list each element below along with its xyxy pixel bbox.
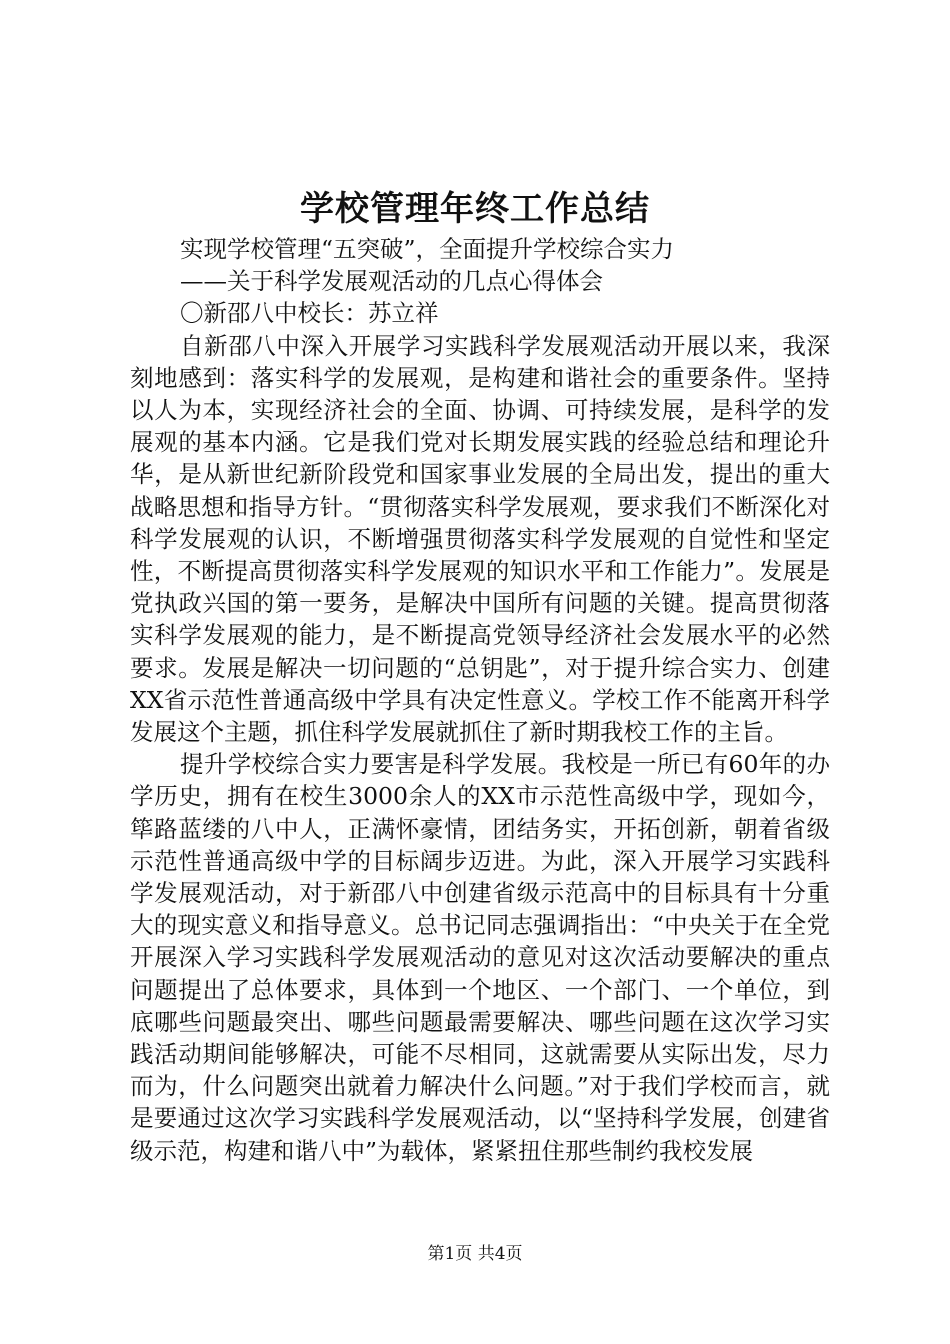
body-paragraph: 提升学校综合实力要害是科学发展。我校是一所已有60年的办学历史，拥有在校生3000余人的XX市示范性高级中学，现如今，筚路蓝缕的八中人，正满怀豪情，团结务实，开拓创新，朝着省级示范性普通高级中学的目标阔步迈进。为此，深入开展学习实践科学发展观活动，对于新邵八中创建省级示范高中的目标具有十分重大的现实意义和指导意义。总书记同志强调指出：“中央关于在全党开展深入学习实践科学发展观活动的意见对这次活动要解决的重点问题提出了总体要求，具体到一个地区、一个部门、一个单位，到底哪些问题最突出、哪些问题最需要解决、哪些问题在这次学习实践活动期间能够解决，可能不尽相同，这就需要从实际出发，尽力而为，什么问题突出就着力解决什么问题。”对于我们学校而言，就是要通过这次学习实践科学发展观活动，以“坚持科学发展，创建省级示范，构建和谐八中”为载体，紧紧扭住那些制约我校发展 bbox=[130, 750, 830, 1165]
author-line: 〇新邵八中校长：苏立祥 bbox=[180, 299, 439, 328]
subtitle-line-2: ——关于科学发展观活动的几点心得体会 bbox=[180, 267, 603, 296]
body-paragraph: 自新邵八中深入开展学习实践科学发展观活动开展以来，我深刻地感到：落实科学的发展观，是构建和谐社会的重要条件。坚持以人为本，实现经济社会的全面、协调、可持续发展，是科学的发展观的基本内涵。它是我们党对长期发展实践的经验总结和理论升华，是从新世纪新阶段党和国家事业发展的全局出发，提出的重大战略思想和指导方针。“贯彻落实科学发展观，要求我们不断深化对科学发展观的认识，不断增强贯彻落实科学发展观的自觉性和坚定性，不断提高贯彻落实科学发展观的知识水平和工作能力”。发展是党执政兴国的第一要务，是解决中国所有问题的关键。提高贯彻落实科学发展观的能力，是不断提高党领导经济社会发展水平的必然要求。发展是解决一切问题的“总钥匙”，对于提升综合实力、创建XX省示范性普通高级中学具有决定性意义。学校工作不能离开科学发展这个主题，抓住科学发展就抓住了新时期我校工作的主旨。 bbox=[130, 331, 830, 747]
subtitle-line-1: 实现学校管理“五突破”，全面提升学校综合实力 bbox=[180, 235, 675, 263]
document-body bbox=[130, 233, 830, 1167]
page-footer: 第1页 共4页 bbox=[427, 1244, 523, 1264]
document-title: 学校管理年终工作总结 bbox=[300, 189, 650, 229]
